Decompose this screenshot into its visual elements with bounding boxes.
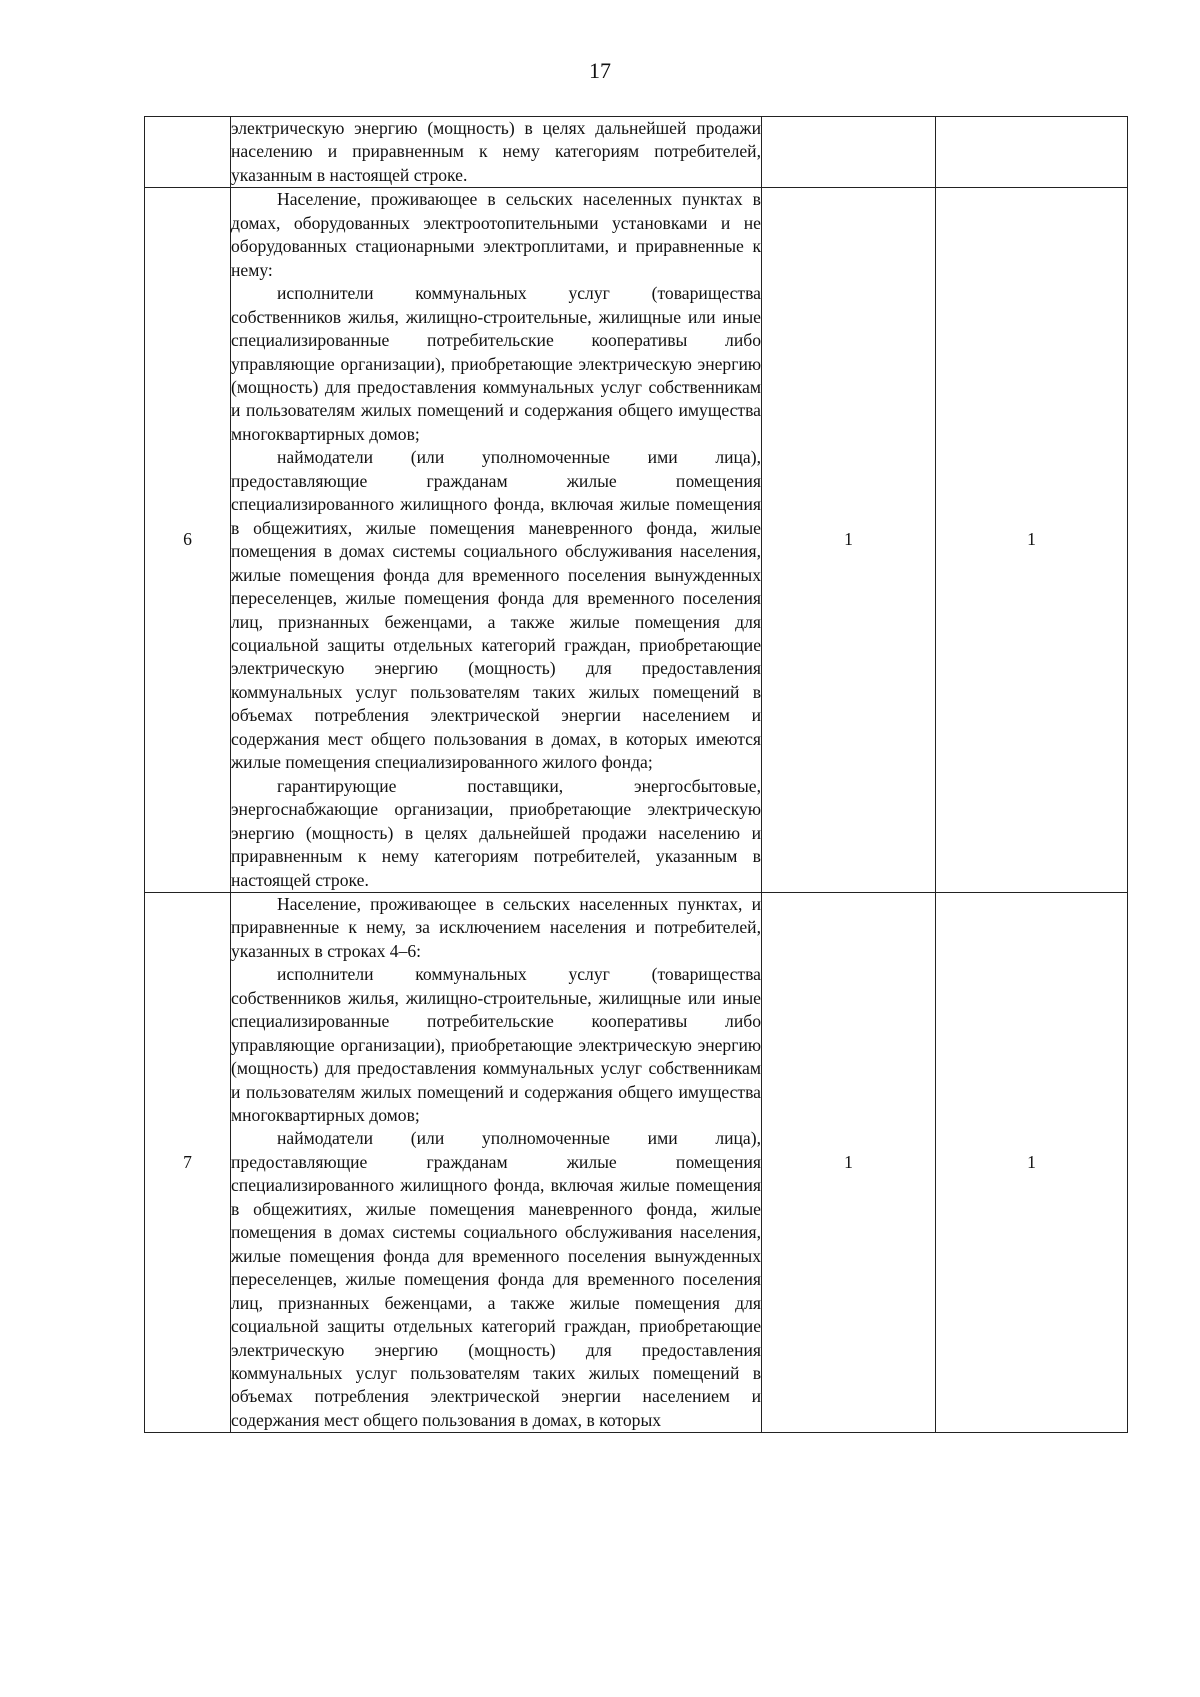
value-cell-2 (936, 117, 1128, 188)
table-row-continuation (145, 117, 1128, 188)
value-cell-1 (762, 117, 936, 188)
row-paragraph: электрическую энергию (мощность) в целях дальнейшей продажи населению и приравненным к нему категориям потребителей, указанным в настоящей строке. (231, 118, 761, 185)
row-text-cell (231, 117, 762, 188)
table-row-6 (145, 188, 1128, 893)
row-text-cell (231, 188, 762, 893)
value-cell-1: 1 (762, 892, 936, 1432)
table-row-7 (145, 892, 1128, 1432)
row-paragraph: исполнители коммунальных услуг (товарищества собственников жилья, жилищно-строительные, жилищные или иные специализированные потребительские кооперативы либо управляющие организации), приобретающие электрическую энергию (мощность) для предоставления коммунальных услуг собственникам и пользователям жилых помещений и содержания общего имущества многоквартирных домов; (231, 283, 761, 444)
row-number-cell (145, 117, 231, 188)
row-paragraph: Население, проживающее в сельских населенных пунктах, и приравненные к нему, за исключением населения и потребителей, указанных в строках 4–6: (231, 893, 761, 961)
row-paragraph: исполнители коммунальных услуг (товарищества собственников жилья, жилищно-строительные, жилищные или иные специализированные потребительские кооперативы либо управляющие организации), приобретающие электрическую энергию (мощность) для предоставления коммунальных услуг собственникам и пользователям жилых помещений и содержания общего имущества многоквартирных домов; (231, 964, 761, 1126)
value-cell-2: 1 (936, 188, 1128, 893)
row-number-cell: 7 (145, 892, 231, 1432)
row-text-cell (231, 892, 762, 1432)
tariff-table (144, 116, 1128, 1433)
row-paragraph: Население, проживающее в сельских населенных пунктах в домах, оборудованных электроотопительными установками и не оборудованных стационарными электроплитами, и приравненные к нему: (231, 189, 761, 280)
page-number: 17 (589, 58, 611, 83)
value-cell-1: 1 (762, 188, 936, 893)
row-number-cell: 6 (145, 188, 231, 893)
row-paragraph: гарантирующие поставщики, энергосбытовые, энергоснабжающие организации, приобретающие электрическую энергию (мощность) в целях дальнейшей продажи населению и приравненным к нему категориям потребителей, указанным в настоящей строке. (231, 775, 761, 890)
row-paragraph: наймодатели (или уполномоченные ими лица), предоставляющие гражданам жилые помещения специализированного жилищного фонда, включая жилые помещения в общежитиях, жилые помещения маневренного фонда, жилые помещения в домах системы социального обслуживания населения, жилые помещения фонда для временного поселения вынужденных переселенцев, жилые помещения фонда для временного поселения лиц, признанных беженцами, а также жилые помещения для социальной защиты отдельных категорий граждан, приобретающие электрическую энергию (мощность) для предоставления коммунальных услуг пользователям таких жилых помещений в объемах потребления электрической энергии населением и содержания мест общего пользования в домах, в которых (231, 1128, 761, 1430)
value-cell-2: 1 (936, 892, 1128, 1432)
row-paragraph: наймодатели (или уполномоченные ими лица), предоставляющие гражданам жилые помещения специализированного жилищного фонда, включая жилые помещения в общежитиях, жилые помещения маневренного фонда, жилые помещения в домах системы социального обслуживания населения, жилые помещения фонда для временного поселения вынужденных переселенцев, жилые помещения фонда для временного поселения лиц, признанных беженцами, а также жилые помещения для социальной защиты отдельных категорий граждан, приобретающие электрическую энергию (мощность) для предоставления коммунальных услуг пользователям таких жилых помещений в объемах потребления электрической энергии населением и содержания мест общего пользования в домах, в которых имеются жилые помещения специализированного жилого фонда; (231, 447, 761, 773)
